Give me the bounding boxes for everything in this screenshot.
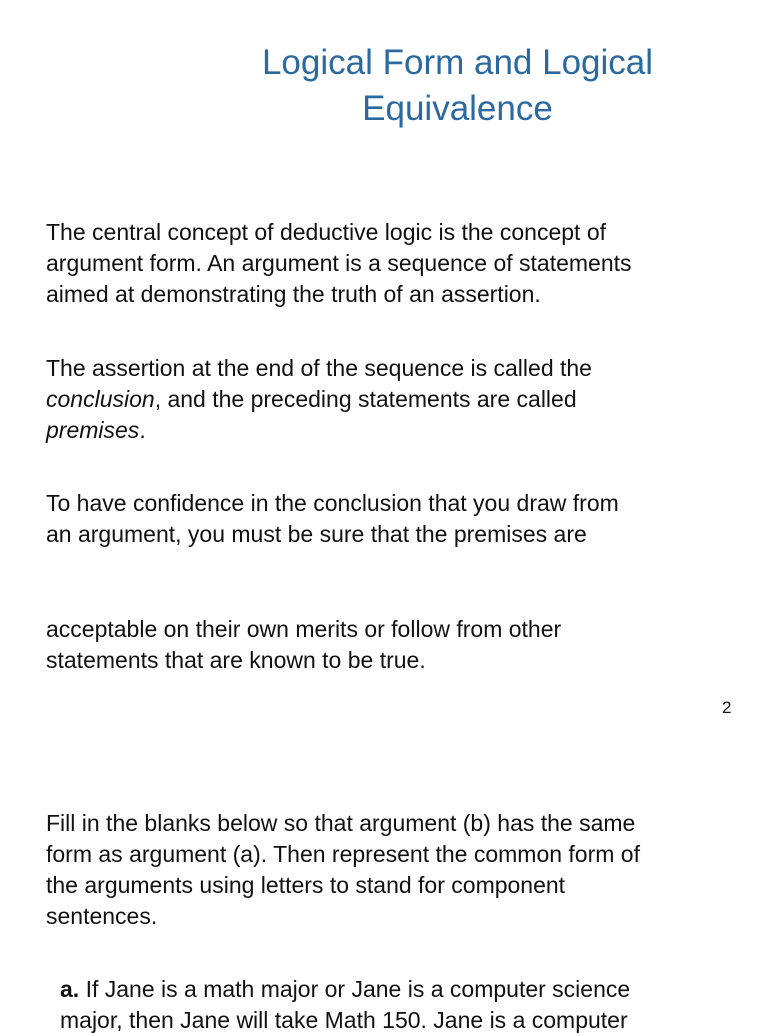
text-fragment: If Jane is a math major or Jane is a computer science <box>79 976 631 1002</box>
item-label: a. <box>60 976 80 1002</box>
paragraph-acceptable <box>46 614 746 676</box>
text-line: To have confidence in the conclusion that you draw from <box>46 490 619 516</box>
paragraph-conclusion-premises <box>46 353 746 446</box>
text-line: aimed at demonstrating the truth of an assertion. <box>46 281 541 307</box>
text-line: The central concept of deductive logic is the concept of <box>46 219 606 245</box>
text-line: the arguments using letters to stand for component <box>46 872 566 898</box>
text-line: statements that are known to be true. <box>46 647 426 673</box>
text-line: sentences. <box>46 903 158 929</box>
text-line: The assertion at the end of the sequence is called the <box>46 355 592 381</box>
premises-term: premises <box>46 417 140 443</box>
text-line: major, then Jane will take Math 150. Jane is a computer <box>60 1007 628 1033</box>
paragraph-argument-form <box>46 217 746 310</box>
argument-item-a <box>60 974 750 1036</box>
text-line: acceptable on their own merits or follow from other <box>46 616 562 642</box>
text-fragment: , and the preceding statements are called <box>154 386 577 412</box>
title-line-2: Equivalence <box>362 89 553 128</box>
paragraph-fill-in-blanks <box>46 808 746 932</box>
conclusion-term: conclusion <box>46 386 155 412</box>
text-line: form as argument (a). Then represent the common form of <box>46 841 640 867</box>
paragraph-confidence <box>46 488 746 550</box>
text-line: an argument, you must be sure that the premises are <box>46 521 587 547</box>
text-line: argument form. An argument is a sequence of statements <box>46 250 632 276</box>
page-title <box>150 40 765 132</box>
text-fragment: . <box>139 417 146 443</box>
text-line: Fill in the blanks below so that argument (b) has the same <box>46 810 636 836</box>
title-line-1: Logical Form and Logical <box>261 43 654 82</box>
page-number: 2 <box>722 698 732 717</box>
